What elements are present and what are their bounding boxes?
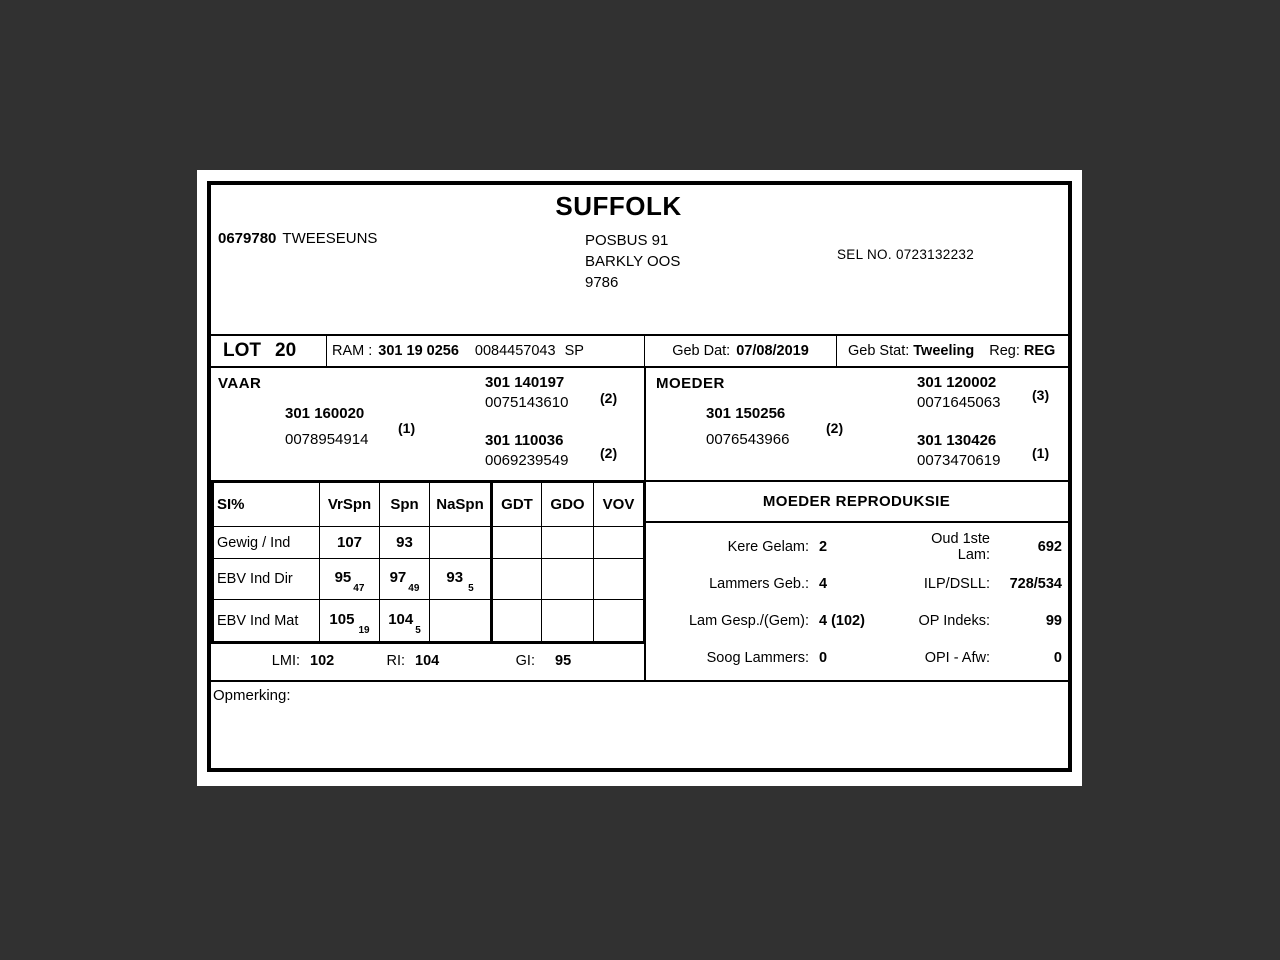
col-header-vov: VOV xyxy=(594,482,645,527)
col-header-naspn: NaSpn xyxy=(430,482,492,527)
birth-status-value: Tweeling xyxy=(913,343,975,359)
reproduction-row xyxy=(645,639,1068,676)
stat-value: 4 (102) xyxy=(819,612,865,629)
lot-number: 20 xyxy=(275,340,297,361)
gi-value: 95 xyxy=(555,652,572,669)
stat-label: Kere Gelam: xyxy=(727,539,809,556)
cell-value xyxy=(594,527,645,559)
dam-heading: MOEDER xyxy=(656,375,725,392)
breed-title: SUFFOLK xyxy=(555,191,682,221)
col-header-spn: Spn xyxy=(380,482,430,527)
ram-registration: 0084457043 xyxy=(474,343,556,359)
index-summary-row xyxy=(211,641,645,680)
remarks-section xyxy=(211,680,1068,768)
col-header-vrspn: VrSpn xyxy=(320,482,380,527)
lot-card xyxy=(207,181,1072,772)
sire-sire-block xyxy=(485,373,568,413)
member-number: 0679780 xyxy=(218,230,277,247)
cell-value: 93 xyxy=(380,527,430,559)
cell-value xyxy=(492,600,542,643)
dam-id: 301 150256 xyxy=(706,405,786,422)
ri-label: RI: xyxy=(386,652,405,669)
dam-sire-id: 301 120002 xyxy=(917,374,997,391)
address-line: 9786 xyxy=(585,274,619,291)
row-label: Gewig / Ind xyxy=(213,527,320,559)
lot-number-cell xyxy=(211,336,327,366)
sire-sire-id: 301 140197 xyxy=(485,374,565,391)
cell-value xyxy=(594,600,645,643)
member-name: TWEESEUNS xyxy=(282,230,378,247)
sire-sire-count: (2) xyxy=(600,390,618,406)
cell-value xyxy=(542,527,594,559)
reproduction-row xyxy=(645,603,1068,640)
cell-value xyxy=(492,559,542,600)
stat-value: 0 xyxy=(819,649,828,666)
address-block xyxy=(585,230,680,293)
lot-label: LOT xyxy=(223,340,261,361)
cell-value xyxy=(430,527,492,559)
reg-value: REG xyxy=(1023,343,1056,359)
sel-number-value: 0723132232 xyxy=(895,247,975,262)
stat-label: Lam Gesp./(Gem): xyxy=(688,612,809,629)
stat-value: 4 xyxy=(819,576,828,593)
sire-pedigree xyxy=(211,368,645,480)
dam-reg: 0076543966 xyxy=(706,431,790,448)
sire-block xyxy=(285,401,368,453)
lmi-label: LMI: xyxy=(271,652,300,669)
cell-value: $97_{49}$ xyxy=(380,559,430,600)
row-label: EBV Ind Dir xyxy=(213,559,320,600)
sire-count: (1) xyxy=(398,420,416,436)
remarks-label: Opmerking: xyxy=(213,687,291,704)
lot-row xyxy=(211,334,1068,368)
col-header-gdt: GDT xyxy=(492,482,542,527)
sire-dam-reg: 0069239549 xyxy=(485,452,569,469)
stat-label: OP Indeks: xyxy=(918,612,990,629)
cell-value xyxy=(430,600,492,643)
member-line xyxy=(218,230,377,247)
address-line: POSBUS 91 xyxy=(585,232,669,249)
address-line: BARKLY OOS xyxy=(585,253,681,270)
sire-id: 301 160020 xyxy=(285,405,365,422)
table-row xyxy=(213,600,645,643)
sel-number xyxy=(837,247,974,262)
sire-reg: 0078954914 xyxy=(285,431,369,448)
birth-date-value: 07/08/2019 xyxy=(736,343,809,359)
reproduction-row xyxy=(645,566,1068,603)
cell-value xyxy=(542,559,594,600)
dam-block xyxy=(706,401,789,453)
stat-value: 2 xyxy=(819,539,828,556)
dam-count: (2) xyxy=(826,420,844,436)
cell-value: $105_{19}$ xyxy=(320,600,380,643)
dam-sire-block xyxy=(917,373,1000,413)
sire-dam-id: 301 110036 xyxy=(485,432,564,449)
cell-value xyxy=(594,559,645,600)
card-header xyxy=(211,185,1068,334)
ram-cell xyxy=(327,336,645,366)
stat-label: Oud 1ste Lam: xyxy=(931,531,990,564)
table-row xyxy=(213,559,645,600)
col-header-gdo: GDO xyxy=(542,482,594,527)
birth-date-cell xyxy=(645,336,837,366)
reg-label: Reg: xyxy=(989,343,1020,359)
stat-value: 0 xyxy=(1053,649,1062,666)
row-label: EBV Ind Mat xyxy=(213,600,320,643)
mother-reproduction-panel xyxy=(645,480,1068,682)
stat-label: Lammers Geb.: xyxy=(709,576,809,593)
cell-value: $104_5$ xyxy=(380,600,430,643)
ram-id: 301 19 0256 xyxy=(378,343,459,359)
birth-status-cell xyxy=(837,336,1068,366)
si-index-table xyxy=(211,480,646,644)
birth-date-label: Geb Dat: xyxy=(672,343,731,359)
stat-value: 728/534 xyxy=(1009,576,1062,593)
ri-value: 104 xyxy=(415,652,440,669)
gi-label: GI: xyxy=(515,652,535,669)
reproduction-rows xyxy=(645,529,1068,676)
sire-heading: VAAR xyxy=(218,375,262,392)
cell-value: $95_{47}$ xyxy=(320,559,380,600)
dam-sire-count: (3) xyxy=(1032,387,1050,403)
reproduction-title: MOEDER REPRODUKSIE xyxy=(645,482,1068,523)
birth-status-label: Geb Stat: xyxy=(848,343,910,359)
cell-value: $93_5$ xyxy=(430,559,492,600)
stat-value: 692 xyxy=(1037,539,1062,556)
si-corner-label: SI% xyxy=(213,482,320,527)
sire-dam-count: (2) xyxy=(600,445,618,461)
stat-value: 99 xyxy=(1045,612,1062,629)
dam-dam-block xyxy=(917,431,1000,471)
table-row xyxy=(213,527,645,559)
sel-number-label: SEL NO. xyxy=(837,247,892,262)
lmi-value: 102 xyxy=(310,652,335,669)
dam-sire-reg: 0071645063 xyxy=(917,394,1001,411)
cell-value xyxy=(492,527,542,559)
catalog-page xyxy=(197,170,1082,786)
dam-dam-count: (1) xyxy=(1032,445,1050,461)
dam-pedigree xyxy=(645,368,1068,480)
cell-value: 107 xyxy=(320,527,380,559)
dam-dam-reg: 0073470619 xyxy=(917,452,1001,469)
ram-suffix: SP xyxy=(564,343,584,359)
stat-label: OPI - Afw: xyxy=(924,649,990,666)
reproduction-row xyxy=(645,529,1068,566)
cell-value xyxy=(542,600,594,643)
stat-label: Soog Lammers: xyxy=(706,649,809,666)
ram-label: RAM : xyxy=(332,343,373,359)
sire-dam-block xyxy=(485,431,568,471)
stat-label: ILP/DSLL: xyxy=(923,576,990,593)
dam-dam-id: 301 130426 xyxy=(917,432,997,449)
sire-sire-reg: 0075143610 xyxy=(485,394,569,411)
